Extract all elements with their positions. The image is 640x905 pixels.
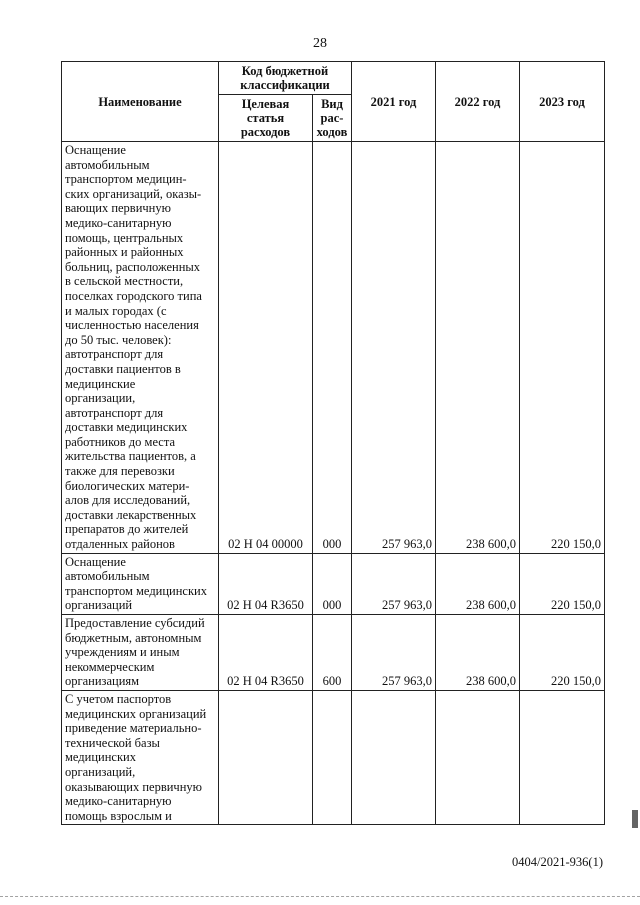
row-target-code: 02 Н 04 R3650 [219, 553, 313, 614]
table-row [62, 142, 605, 554]
row-value-2021: 257 963,0 [352, 615, 436, 691]
header-code-group: Код бюджетной классификации [219, 62, 352, 95]
row-expense-kind: 000 [313, 553, 352, 614]
header-expense-kind: Вид рас-ходов [313, 95, 352, 142]
row-name: С учетом паспортов медицинских организаций приведение материально- технической базы медицинских организаций, оказывающих первичную медико-санитарную помощь взрослым и [62, 690, 219, 824]
scan-edge-line [0, 896, 640, 897]
row-name: Предоставление субсидий бюджетным, автономным учреждениям и иным некоммерческим организациям [62, 615, 219, 691]
budget-table [61, 61, 605, 825]
row-expense-kind: 600 [313, 615, 352, 691]
row-value-2022: 238 600,0 [436, 553, 520, 614]
document-code: 0404/2021-936(1) [512, 855, 603, 869]
row-value-2022: 238 600,0 [436, 142, 520, 554]
row-value-2021 [352, 690, 436, 824]
table-header [62, 62, 605, 142]
row-value-2023: 220 150,0 [520, 615, 605, 691]
table-row [62, 690, 605, 824]
row-target-code [219, 690, 313, 824]
table-row [62, 553, 605, 614]
header-target-article: Целевая статья расходов [219, 95, 313, 142]
scan-margin-mark [632, 810, 638, 828]
row-expense-kind: 000 [313, 142, 352, 554]
row-value-2022 [436, 690, 520, 824]
row-value-2023 [520, 690, 605, 824]
row-target-code: 02 Н 04 R3650 [219, 615, 313, 691]
table-body [62, 142, 605, 825]
row-value-2021: 257 963,0 [352, 553, 436, 614]
row-name: Оснащение автомобильным транспортом медицин- ских организаций, оказы- вающих первичную медико-санитарную помощь, центральных районных и районных больниц, расположенных в сельской местности, поселках городского типа и малых городах (с численностью населения до 50 тыс. человек): автотранспорт для доставки пациентов в медицинские организации, автотранспорт для доставки медицинских работников до места жительства пациентов, а также для перевозки биологических матери- алов для исследований, доставки лекарственных препаратов до жителей отдаленных районов [62, 142, 219, 554]
header-2023: 2023 год [520, 62, 605, 142]
header-2021: 2021 год [352, 62, 436, 142]
header-name: Наименование [62, 62, 219, 142]
row-value-2023: 220 150,0 [520, 553, 605, 614]
table-row [62, 615, 605, 691]
row-value-2021: 257 963,0 [352, 142, 436, 554]
row-name: Оснащение автомобильным транспортом медицинских организаций [62, 553, 219, 614]
row-target-code: 02 Н 04 00000 [219, 142, 313, 554]
row-value-2022: 238 600,0 [436, 615, 520, 691]
row-value-2023: 220 150,0 [520, 142, 605, 554]
header-2022: 2022 год [436, 62, 520, 142]
page-number: 28 [313, 36, 327, 51]
row-expense-kind [313, 690, 352, 824]
